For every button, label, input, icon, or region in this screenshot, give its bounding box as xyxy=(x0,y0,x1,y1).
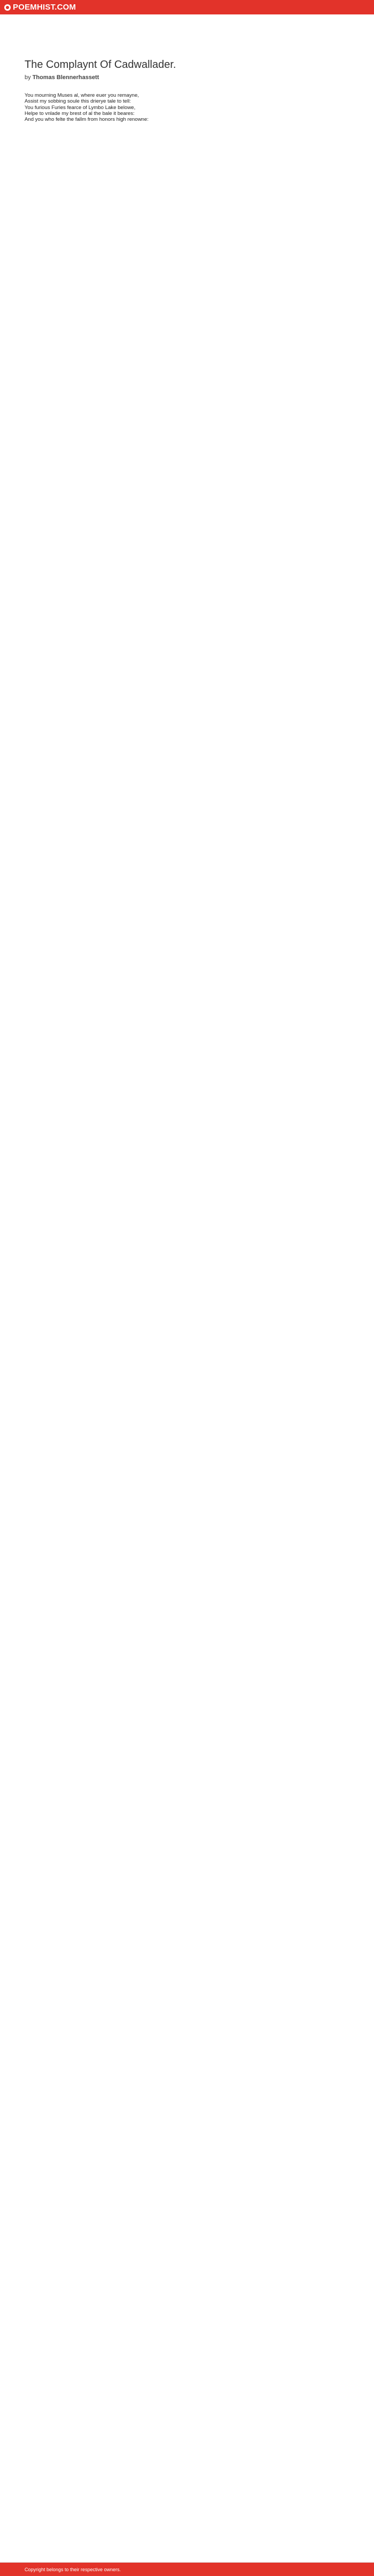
poem-line: You furious Furies fearce of Lymbo Lake belowe, xyxy=(25,104,136,111)
footer-copyright: Copyright belongs to their respective owners. xyxy=(25,2566,121,2572)
site-footer xyxy=(0,2563,374,2576)
poem-body xyxy=(25,92,350,122)
poem-line: Assist my sobbing soule this drierye tale to tell: xyxy=(25,98,131,105)
poem-content xyxy=(25,59,350,122)
site-header xyxy=(0,0,374,14)
poem-line: Helpe to vnlade my brest of al the bale it beares: xyxy=(25,110,135,117)
site-logo-text[interactable]: POEMHIST.COM xyxy=(13,3,76,12)
poem-title: The Complaynt Of Cadwallader. xyxy=(25,59,176,71)
byline-prefix: by xyxy=(25,74,33,81)
poemhist-logo-icon[interactable] xyxy=(4,4,11,11)
poem-line: You mourning Muses al, where euer you remayne, xyxy=(25,92,139,98)
poem-author[interactable]: Thomas Blennerhassett xyxy=(32,74,99,81)
poem-byline xyxy=(25,74,350,81)
poem-line: And you who felte the fallm from honors high renowne: xyxy=(25,117,149,123)
